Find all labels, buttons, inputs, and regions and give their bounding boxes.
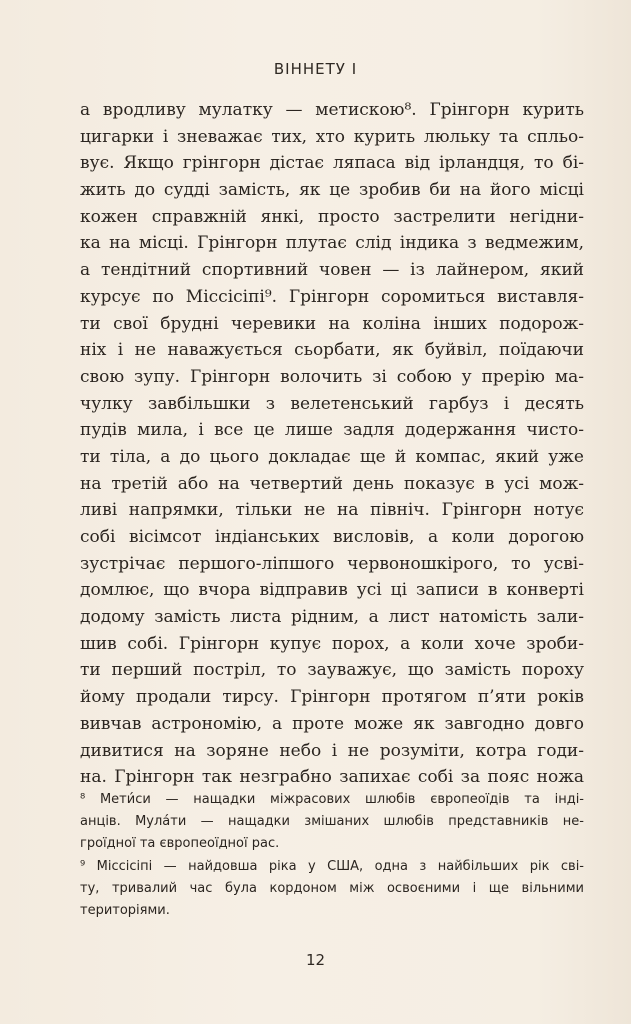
running-header: ВІННЕТУ І	[273, 60, 358, 78]
text-line: ливі напрямки, тільки не на північ. Грінгорн нотує	[80, 500, 584, 521]
text-line: ніх і не наважується сьорбати, як буйвіл, поїдаючи	[80, 340, 584, 361]
text-line: ти перший постріл, то зауважує, що замість пороху	[80, 660, 584, 681]
text-line: додому замість листа рідним, а лист натомість зали-	[80, 607, 584, 628]
text-line: чулку завбільшки з велетенський гарбуз і десять	[80, 393, 584, 414]
text-line: курсує по Міссісіпі⁹. Грінгорн соромиться виставля-	[80, 286, 584, 307]
footnotes	[80, 789, 584, 922]
text-line: дивитися на зоряне небо і не розуміти, котра годи-	[80, 740, 584, 761]
text-line: пудів мила, і все це лише задля додержання чисто-	[80, 420, 584, 441]
footnote-line: ту, тривалий час була кордоном між освоєними і ще вільними	[80, 880, 584, 896]
text-line: собі вісімсот індіанських висловів, а коли дорогою	[80, 527, 584, 547]
footnote-line: гроїдної та європеоїдної рас.	[80, 836, 280, 852]
text-line: кожен справжній янкі, просто застрелити негідни-	[80, 206, 584, 227]
text-line: зустрічає першого-ліпшого червоношкірого, то усві-	[80, 553, 584, 574]
footnote-line: анців. Мула́ти — нащадки змішаних шлюбів представників не-	[80, 814, 584, 830]
text-line: а вродливу мулатку — метискою⁸. Грінгорн курить	[80, 100, 584, 120]
page-number: 12	[305, 951, 326, 969]
text-line: ти тіла, а до цього докладає ще й компас, який уже	[80, 446, 584, 467]
text-line: а тендітний спортивний човен — із лайнером, який	[80, 260, 584, 281]
text-line: ти свої брудні черевики на коліна інших подорож-	[80, 313, 584, 334]
main-text	[80, 97, 584, 791]
text-line: вує. Якщо грінгорн дістає ляпаса від ірландця, то бі-	[80, 153, 584, 174]
text-line: вивчав астрономію, а проте може як завгодно довго	[80, 713, 584, 734]
text-line: на третій або на четвертий день показує в усі мож-	[80, 473, 584, 494]
text-line: домлює, що вчора відправив усі ці записи в конверті	[80, 580, 584, 601]
text-line: шив собі. Грінгорн купує порох, а коли хоче зроби-	[80, 633, 584, 654]
text-line: цигарки і зневажає тих, хто курить люльку та спльо-	[80, 126, 584, 147]
text-line: ка на місці. Грінгорн плутає слід індика з ведмежим,	[80, 233, 584, 254]
text-line: жить до судді замість, як це зробив би на його місці	[80, 180, 584, 201]
footnote-line: ⁸ Мети́си — нащадки міжрасових шлюбів європеоїдів та інді-	[80, 792, 584, 807]
footnote-line: ⁹ Міссісіпі — найдовша ріка у США, одна з найбільших рік сві-	[80, 858, 584, 874]
text-line: на. Грінгорн так незграбно запихає собі за пояс ножа	[80, 767, 584, 788]
footnote-line: територіями.	[80, 902, 170, 918]
text-line: йому продали тирсу. Грінгорн протягом п’яти років	[80, 687, 584, 708]
text-line: свою зупу. Грінгорн волочить зі собою у прерію ма-	[80, 366, 584, 387]
